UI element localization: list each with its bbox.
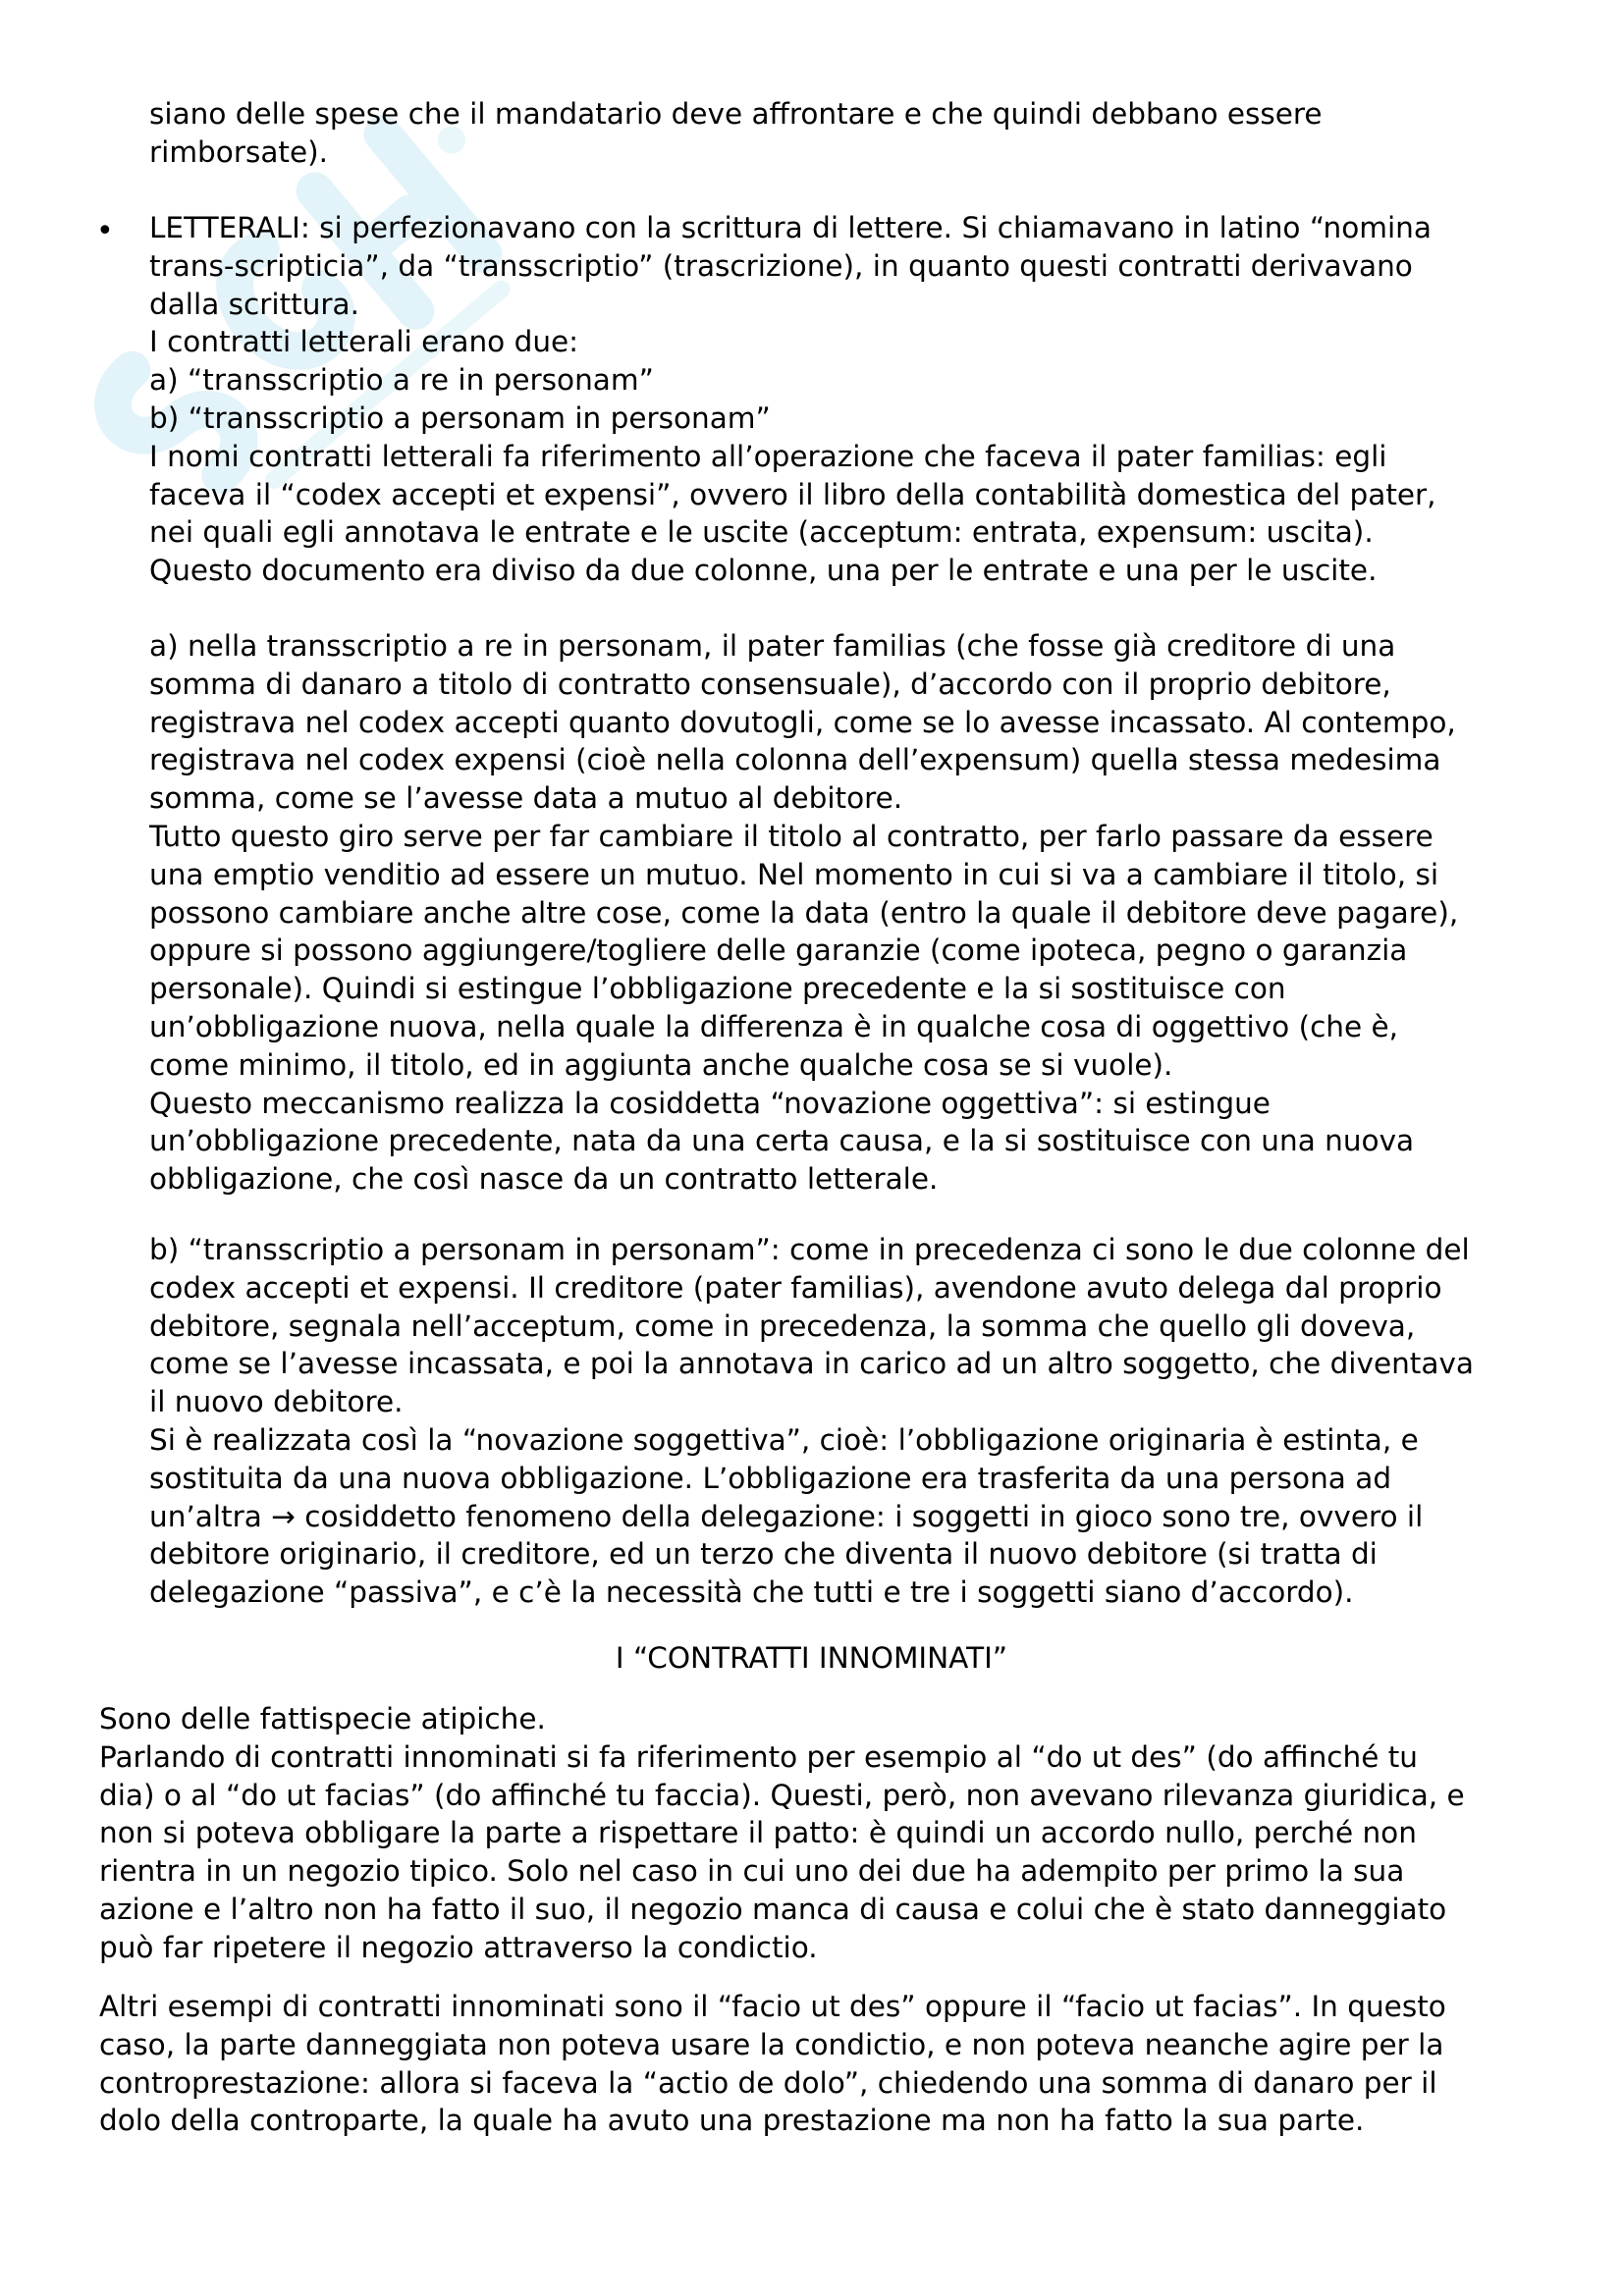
text-line: può far ripetere il negozio attraverso la condictio. (99, 1930, 818, 1964)
section-b-paragraph (149, 1231, 1474, 1612)
text-line: Questo meccanismo realizza la cosiddetta “novazione oggettiva”: si estingue (149, 1086, 1271, 1120)
intro-paragraph (149, 95, 1323, 172)
text-line: somma, come se l’avesse data a mutuo al debitore. (149, 781, 903, 816)
text-line: caso, la parte danneggiata non poteva usare la condictio, e non poteva neanche agire per la (99, 2027, 1444, 2061)
text-line: come se l’avesse incassata, e poi la annotava in carico ad un altro soggetto, che diventava (149, 1347, 1474, 1381)
text-line: obbligazione, che così nasce da un contratto letterale. (149, 1162, 939, 1197)
section-a-paragraph (149, 627, 1458, 1199)
text-line: personale). Quindi si estingue l’obbligazione precedente e la si sostituisce con (149, 972, 1286, 1006)
text-line: debitore, segnala nell’acceptum, come in precedenza, la somma che quello gli doveva, (149, 1308, 1416, 1343)
text-line: il nuovo debitore. (149, 1385, 404, 1419)
text-line: registrava nel codex expensi (cioè nella colonna dell’expensum) quella stessa medesima (149, 743, 1441, 777)
text-line: Altri esempi di contratti innominati sono il “facio ut des” oppure il “facio ut facias”. In questo (99, 1990, 1446, 2023)
text-line: Parlando di contratti innominati si fa riferimento per esempio al “do ut des” (do affinché tu (99, 1739, 1418, 1774)
text-line: registrava nel codex accepti quanto dovutogli, come se lo avesse incassato. Al contempo, (149, 705, 1456, 739)
text-line: Tutto questo giro serve per far cambiare il titolo al contratto, per farlo passare da essere (149, 819, 1434, 853)
text-line: dolo della controparte, la quale ha avuto una prestazione ma non ha fatto la sua parte. (99, 2104, 1365, 2138)
text-line: un’obbligazione precedente, nata da una certa causa, e la si sostituisce con una nuova (149, 1124, 1415, 1158)
text-line: come minimo, il titolo, ed in aggiunta anche qualche cosa se si vuole). (149, 1047, 1173, 1082)
text-line: dia) o al “do ut facias” (do affinché tu faccia). Questi, però, non avevano rilevanza giuridica, e (99, 1778, 1465, 1812)
letterali-paragraph (149, 209, 1436, 590)
text-line: una emptio venditio ad essere un mutuo. Nel momento in cui si va a cambiare il titolo, si (149, 857, 1439, 891)
text-line: a) nella transscriptio a re in personam, il pater familias (che fosse già creditore di una (149, 629, 1396, 663)
text-line: Sono delle fattispecie atipiche. (99, 1702, 546, 1735)
text-line: siano delle spese che il mandatario deve affrontare e che quindi debbano essere (149, 97, 1323, 131)
text-line: controprestazione: allora si faceva la “actio de dolo”, chiedendo una somma di danaro per il (99, 2065, 1437, 2100)
text-line: LETTERALI: si perfezionavano con la scrittura di lettere. Si chiamavano in latino “nomina (149, 211, 1432, 244)
text-line: rimborsate). (149, 134, 329, 169)
text-line: Si è realizzata così la “novazione soggettiva”, cioè: l’obbligazione originaria è estinta, e (149, 1422, 1419, 1457)
text-line: dalla scrittura. (149, 287, 359, 321)
text-line: a) “transscriptio a re in personam” (149, 363, 654, 398)
text-line: I contratti letterali erano due: (149, 325, 579, 359)
altri-esempi-paragraph (99, 1988, 1446, 2140)
text-line: Questo documento era diviso da due colonne, una per le entrate e una per le uscite. (149, 554, 1378, 588)
text-line: possono cambiare anche altre cose, come la data (entro la quale il debitore deve pagare), (149, 895, 1459, 930)
text-line: b) “transscriptio a personam in personam” (149, 400, 771, 435)
text-line: nei quali egli annotava le entrate e le uscite (acceptum: entrata, expensum: uscita). (149, 515, 1374, 550)
section-heading: I “CONTRATTI INNOMINATI” (615, 1641, 1008, 1675)
text-line: non si poteva obbligare la parte a rispettare il patto: è quindi un accordo nullo, perché non (99, 1816, 1417, 1850)
text-line: I nomi contratti letterali fa riferimento all’operazione che faceva il pater familias: egli (149, 439, 1387, 473)
text-line: un’obbligazione nuova, nella quale la differenza è in qualche cosa di oggettivo (che è, (149, 1009, 1399, 1043)
text-line: codex accepti et expensi. Il creditore (pater familias), avendone avuto delega dal proprio (149, 1270, 1442, 1305)
text-line: sostituita da una nuova obbligazione. L’obbligazione era trasferita da una persona ad (149, 1461, 1392, 1495)
text-line: oppure si possono aggiungere/togliere delle garanzie (come ipoteca, pegno o garanzia (149, 934, 1408, 968)
text-line: debitore originario, il creditore, ed un terzo che diventa il nuovo debitore (si tratta di (149, 1537, 1378, 1572)
text-line: somma di danaro a titolo di contratto consensuale), d’accordo con il proprio debitore, (149, 667, 1391, 701)
text-line: trans-scripticia”, da “transscriptio” (trascrizione), in quanto questi contratti derivavano (149, 248, 1413, 283)
text-line: delegazione “passiva”, e c’è la necessità che tutti e tre i soggetti siano d’accordo). (149, 1575, 1354, 1610)
text-line: azione e l’altro non ha fatto il suo, il negozio manca di causa e colui che è stato danneggiato (99, 1892, 1447, 1926)
text-line: b) “transscriptio a personam in personam”: come in precedenza ci sono le due colonne del (149, 1233, 1470, 1266)
text-line: rientra in un negozio tipico. Solo nel caso in cui uno dei due ha adempito per primo la sua (99, 1854, 1405, 1889)
bullet-icon: • (96, 214, 114, 248)
text-line: un’altra → cosiddetto fenomeno della delegazione: i soggetti in gioco sono tre, ovvero il (149, 1499, 1424, 1533)
innominati-paragraph (99, 1700, 1465, 1967)
text-line: faceva il “codex accepti et expensi”, ovvero il libro della contabilità domestica del pater, (149, 477, 1436, 511)
